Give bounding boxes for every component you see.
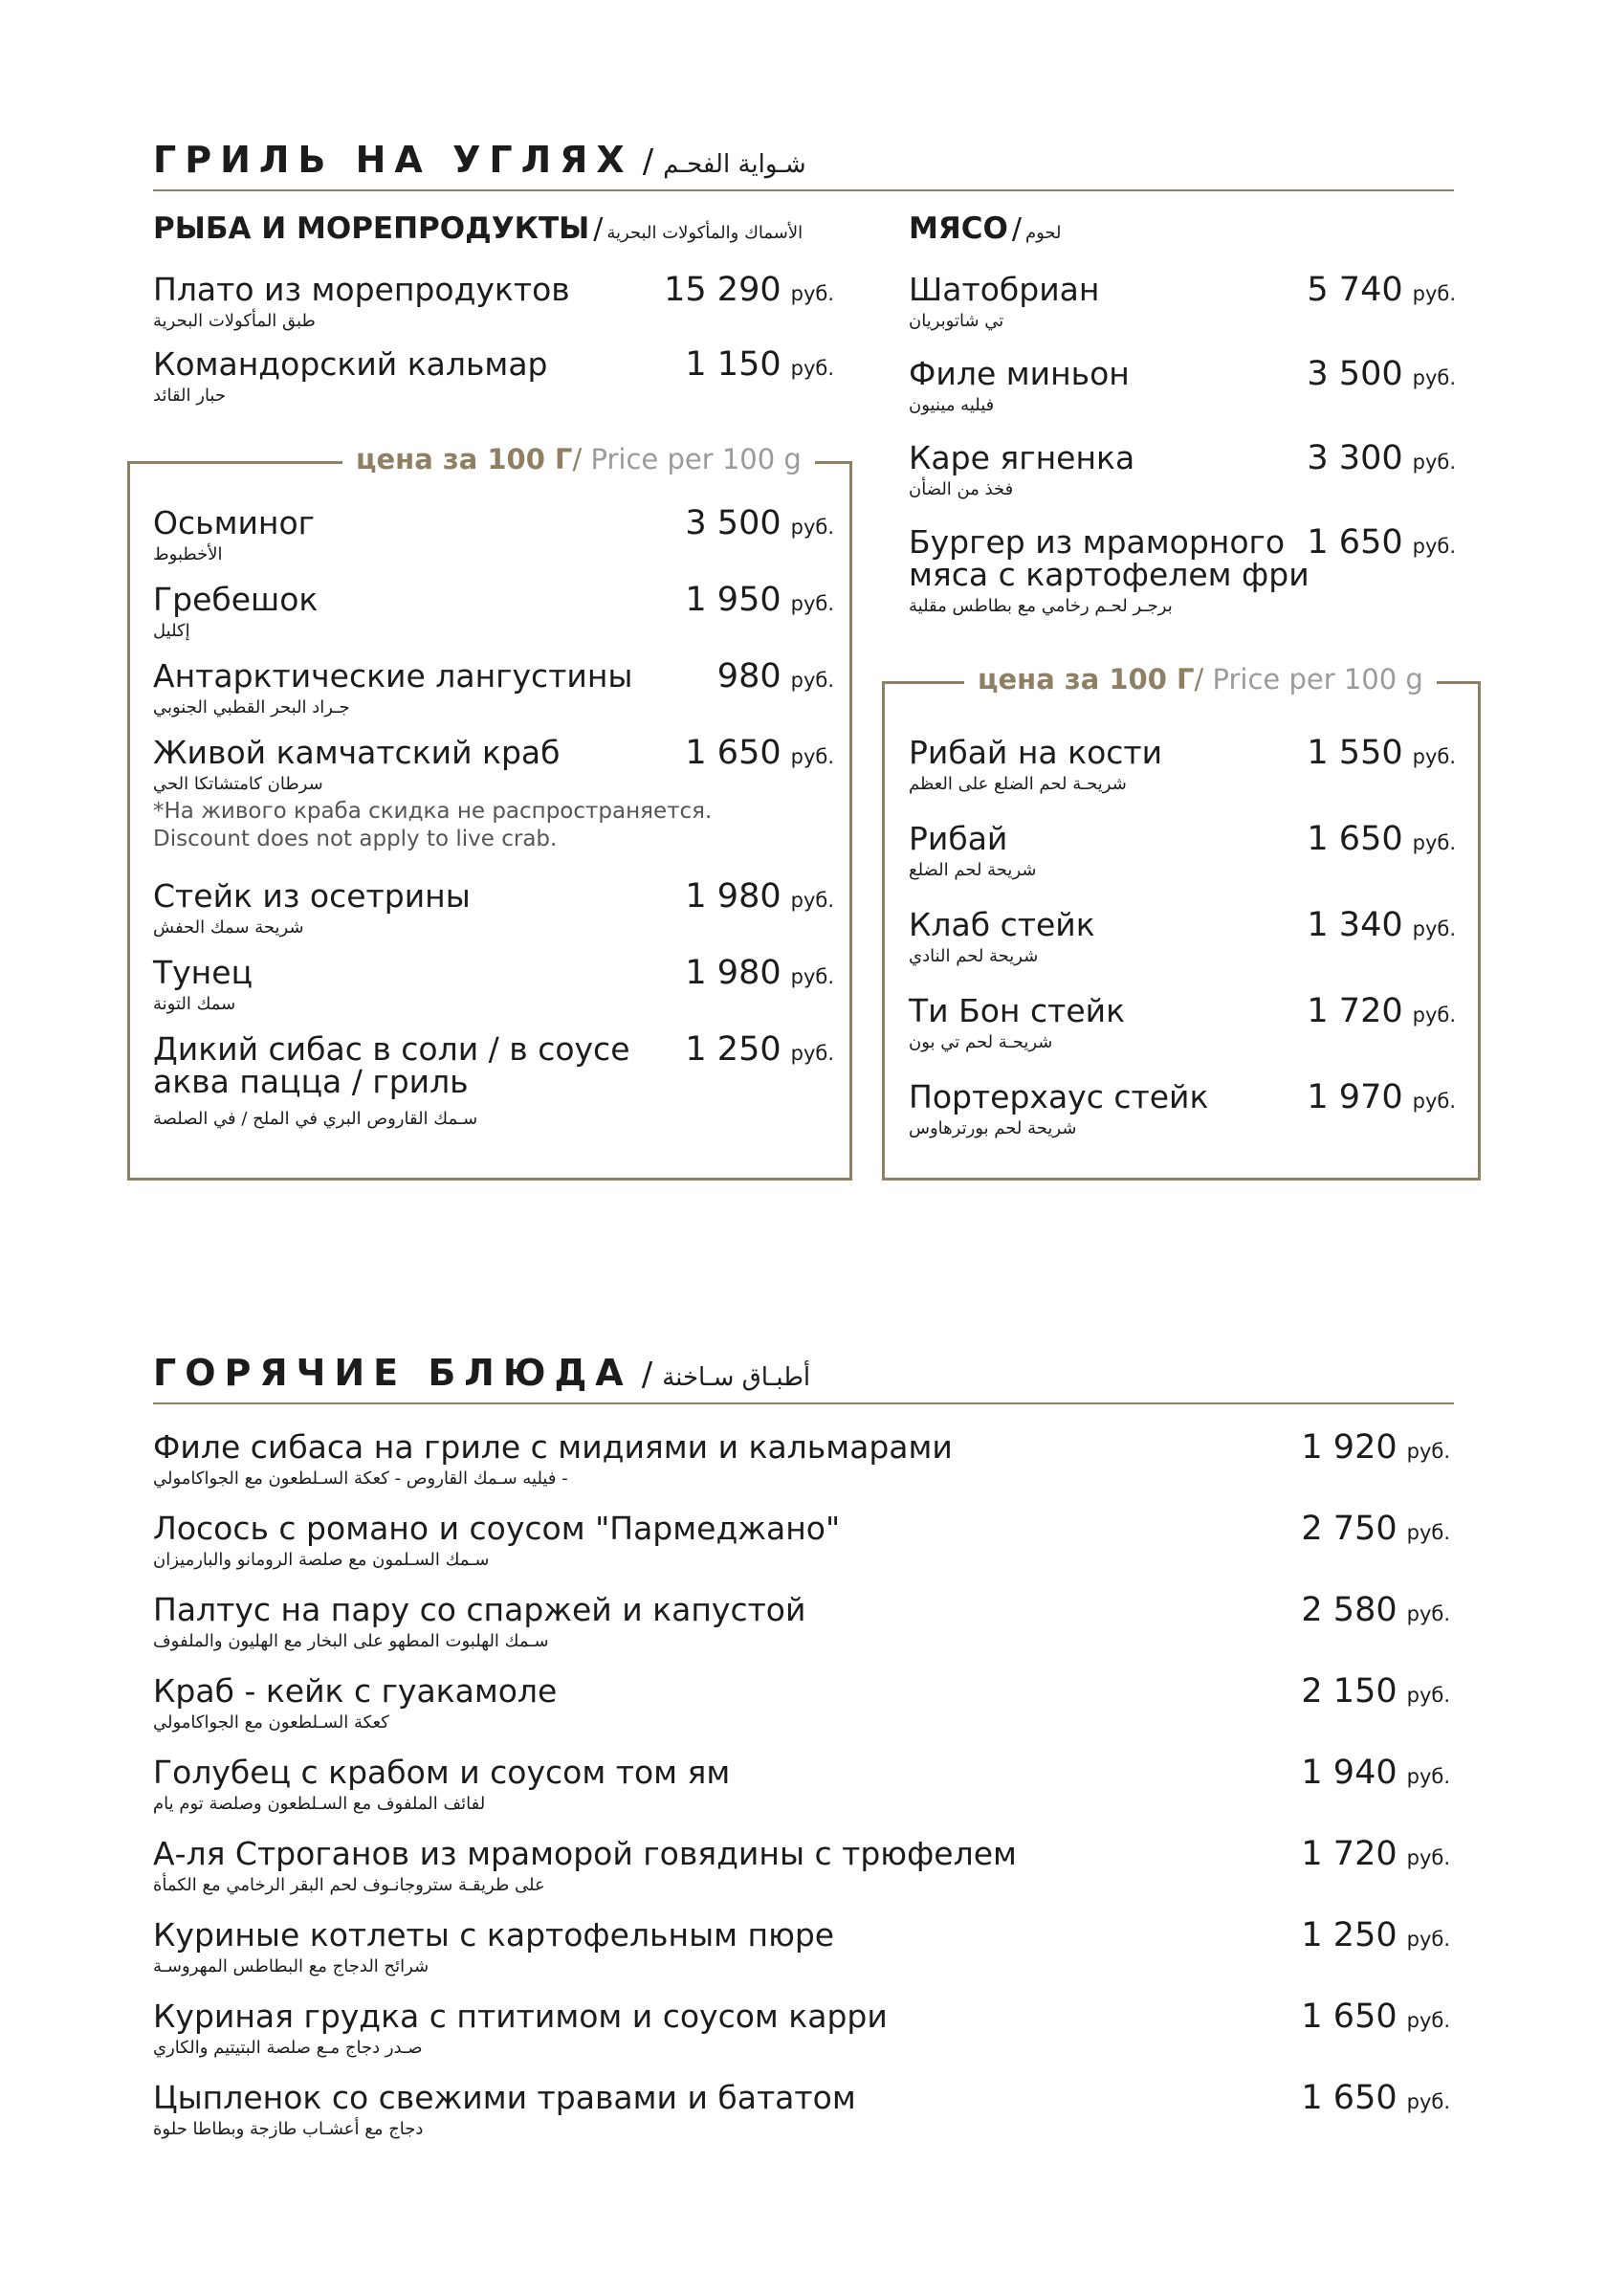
item-name: Плато из морепродуктов bbox=[153, 271, 570, 308]
item-price bbox=[716, 657, 834, 698]
price-value: 2 580 bbox=[1301, 1591, 1398, 1629]
item-arabic: سـمك الهلبوت المطهو على البخار مع الهليون والملفوف bbox=[153, 1631, 549, 1651]
price-currency: руб. bbox=[1412, 535, 1456, 558]
hot-title-slash: / bbox=[641, 1356, 653, 1394]
fish-title-ru: РЫБА И МОРЕПРОДУКТЫ bbox=[153, 211, 590, 246]
item-arabic: شريحة سمك الحفش bbox=[153, 917, 304, 938]
price-value: 3 500 bbox=[1307, 355, 1403, 393]
fish-title-ar: الأسماك والمأكولات البحرية bbox=[606, 223, 804, 243]
price-value: 980 bbox=[716, 657, 781, 695]
price-value: 1 650 bbox=[685, 734, 781, 772]
item-price bbox=[1301, 1428, 1450, 1469]
item-name-line2: аква пацца / гриль bbox=[153, 1063, 469, 1100]
item-name: А-ля Строганов из мраморой говядины с трюфелем bbox=[153, 1835, 1017, 1872]
menu-item bbox=[153, 2079, 856, 2139]
price-currency: руб. bbox=[1412, 366, 1456, 389]
item-arabic: الأخطبوط bbox=[153, 544, 223, 564]
price-currency: руб. bbox=[790, 592, 834, 615]
hot-section-title bbox=[153, 1352, 811, 1394]
item-name: Шатобриан bbox=[909, 271, 1100, 308]
item-arabic: برجـر لحـم رخامي مع بطاطس مقلية bbox=[909, 596, 1173, 616]
item-name: Ти Бон стейк bbox=[909, 992, 1126, 1029]
price-currency: руб. bbox=[1406, 1765, 1450, 1788]
price-currency: руб. bbox=[1412, 1090, 1456, 1113]
item-price bbox=[1307, 355, 1456, 396]
price-currency: руб. bbox=[1406, 1521, 1450, 1544]
menu-item bbox=[153, 2000, 888, 2058]
item-arabic: شريحـة لحم تي بون bbox=[909, 1032, 1053, 1052]
item-arabic: إكليل bbox=[153, 621, 190, 641]
price-currency: руб. bbox=[1406, 1846, 1450, 1869]
grill-title-ru: ГРИЛЬ НА УГЛЯХ bbox=[153, 139, 633, 181]
item-price bbox=[685, 345, 834, 386]
item-arabic: فيليه مينيون bbox=[909, 395, 995, 415]
item-arabic: شريحة لحم الضلع bbox=[909, 860, 1037, 880]
item-arabic: شريحة لحم بورترهاوس bbox=[909, 1118, 1077, 1138]
item-price bbox=[1301, 1672, 1450, 1713]
item-price bbox=[685, 877, 834, 918]
menu-item bbox=[153, 345, 548, 406]
item-name: Каре ягненка bbox=[909, 439, 1135, 476]
item-price bbox=[1301, 1916, 1450, 1957]
box-label-en: Price per 100 g bbox=[1212, 663, 1423, 695]
price-value: 5 740 bbox=[1307, 271, 1403, 309]
box-label-ru: цена за 100 Г bbox=[356, 443, 573, 475]
item-price bbox=[1301, 2000, 1450, 2039]
menu-item bbox=[909, 906, 1095, 966]
hot-title-ru: ГОРЯЧИЕ БЛЮДА bbox=[153, 1352, 632, 1394]
item-arabic: سرطان كامتشاتكا الحي bbox=[153, 774, 323, 794]
item-price bbox=[1307, 271, 1456, 312]
item-note: *На живого краба скидка не распространяется. bbox=[153, 799, 713, 824]
item-price bbox=[1307, 439, 1456, 480]
item-price bbox=[1307, 992, 1456, 1033]
price-value: 1 250 bbox=[685, 1030, 781, 1069]
menu-item bbox=[909, 992, 1126, 1052]
item-name: Тунец bbox=[153, 954, 253, 991]
item-name: Цыпленок со свежими травами и бататом bbox=[153, 2079, 856, 2116]
menu-item bbox=[909, 355, 1130, 415]
menu-item bbox=[153, 581, 319, 641]
item-arabic: شريحـة لحم الضلع على العظم bbox=[909, 774, 1127, 794]
price-currency: руб. bbox=[790, 889, 834, 912]
menu-item bbox=[909, 271, 1100, 331]
price-currency: руб. bbox=[1406, 2090, 1450, 2113]
item-name: Живой камчатский краб bbox=[153, 734, 561, 771]
price-currency: руб. bbox=[1412, 451, 1456, 474]
price-currency: руб. bbox=[1406, 2009, 1450, 2032]
price-value: 1 650 bbox=[1301, 1998, 1398, 2036]
fish-category-title bbox=[153, 211, 804, 246]
item-name: Клаб стейк bbox=[909, 906, 1095, 943]
menu-item bbox=[153, 271, 570, 331]
menu-item bbox=[909, 820, 1037, 880]
menu-item bbox=[153, 1835, 1017, 1895]
menu-item bbox=[909, 1078, 1209, 1138]
menu-item bbox=[153, 954, 253, 1014]
price-currency: руб. bbox=[1406, 1928, 1450, 1951]
price-currency: руб. bbox=[790, 669, 834, 692]
item-arabic: على طريقـة ستروجانـوف لحم البقر الرخامي مع الكمأة bbox=[153, 1875, 545, 1895]
item-arabic: فيليه سـمك القاروص - كعكة السـلطعون مع الجواكامولي - bbox=[153, 1468, 568, 1489]
item-arabic: تي شاتوبريان bbox=[909, 311, 1004, 331]
price-value: 1 550 bbox=[1307, 734, 1403, 772]
item-price bbox=[1307, 1078, 1456, 1119]
item-name-line2: мяса с картофелем фри bbox=[909, 556, 1310, 593]
item-price bbox=[1301, 2079, 1450, 2120]
hot-title-rule bbox=[153, 1402, 1454, 1404]
item-price bbox=[685, 504, 834, 545]
price-value: 1 340 bbox=[1307, 906, 1403, 944]
item-price bbox=[664, 271, 834, 312]
price-currency: руб. bbox=[1412, 282, 1456, 305]
menu-item bbox=[909, 734, 1163, 794]
item-arabic: سـمك القاروص البري في الملح / في الصلصة bbox=[153, 1109, 478, 1129]
item-price bbox=[1307, 906, 1456, 947]
item-name: Бургер из мраморного bbox=[909, 523, 1286, 561]
item-name: Палтус на пару со спаржей и капустой bbox=[153, 1591, 806, 1628]
grill-section-title bbox=[153, 139, 806, 181]
item-note-en: Discount does not apply to live crab. bbox=[153, 827, 558, 851]
menu-item bbox=[153, 1428, 953, 1489]
fish-box-label bbox=[342, 443, 815, 475]
price-currency: руб. bbox=[790, 516, 834, 539]
price-value: 2 750 bbox=[1301, 1510, 1398, 1548]
menu-item bbox=[153, 1672, 558, 1733]
menu-item bbox=[909, 523, 1310, 616]
box-label-slash: / bbox=[1194, 663, 1204, 695]
menu-item bbox=[153, 734, 713, 853]
item-name: Филе миньон bbox=[909, 355, 1130, 392]
item-price bbox=[685, 734, 834, 775]
item-name: Голубец с крабом и соусом том ям bbox=[153, 1754, 731, 1791]
item-price bbox=[1307, 734, 1456, 775]
item-name: Осьминог bbox=[153, 504, 316, 541]
price-value: 1 920 bbox=[1301, 1428, 1398, 1467]
price-currency: руб. bbox=[790, 965, 834, 988]
box-label-ru: цена за 100 Г bbox=[978, 663, 1195, 695]
meat-category-title bbox=[909, 211, 1062, 246]
item-price bbox=[685, 954, 834, 995]
price-value: 1 650 bbox=[1307, 523, 1403, 562]
grill-title-ar: شـواية الفحـم bbox=[663, 150, 806, 179]
price-currency: руб. bbox=[1412, 917, 1456, 940]
item-name: Дикий сибас в соли / в соусе bbox=[153, 1030, 630, 1068]
menu-item bbox=[153, 1030, 630, 1129]
menu-item bbox=[153, 657, 633, 718]
box-label-en: Price per 100 g bbox=[590, 443, 802, 475]
item-price bbox=[685, 1030, 834, 1071]
menu-item bbox=[153, 1916, 835, 1976]
item-name: Лосось с романо и соусом "Пармеджано" bbox=[153, 1510, 841, 1547]
price-currency: руб. bbox=[790, 1042, 834, 1065]
item-name: Командорский кальмар bbox=[153, 345, 548, 383]
item-price bbox=[1301, 1591, 1450, 1632]
price-value: 1 150 bbox=[685, 345, 781, 384]
item-name: Краб - кейк с гуакамоле bbox=[153, 1672, 558, 1710]
price-value: 1 650 bbox=[1307, 820, 1403, 858]
price-value: 1 980 bbox=[685, 877, 781, 916]
item-price bbox=[1301, 1756, 1450, 1795]
item-name: Филе сибаса на гриле с мидиями и кальмарами bbox=[153, 1428, 953, 1466]
price-value: 3 500 bbox=[685, 504, 781, 542]
grill-title-rule bbox=[153, 189, 1454, 191]
price-value: 15 290 bbox=[664, 271, 781, 309]
item-name: Портерхаус стейк bbox=[909, 1078, 1209, 1115]
price-value: 2 150 bbox=[1301, 1672, 1398, 1711]
hot-title-ar: أطبـاق سـاخنة bbox=[662, 1363, 811, 1392]
item-name: Гребешок bbox=[153, 581, 319, 618]
item-arabic: صـدر دجاج مـع صلصة البتيتيم والكاري bbox=[153, 2038, 423, 2058]
menu-item bbox=[153, 504, 316, 564]
price-currency: руб. bbox=[790, 745, 834, 768]
price-currency: руб. bbox=[1406, 1602, 1450, 1625]
item-arabic: طبق المأكولات البحرية bbox=[153, 311, 316, 331]
price-currency: руб. bbox=[790, 282, 834, 305]
item-name: Куриная грудка с птитимом и соусом карри bbox=[153, 1998, 888, 2035]
menu-item bbox=[153, 1591, 806, 1651]
price-value: 1 720 bbox=[1307, 992, 1403, 1030]
item-name: Антарктические лангустины bbox=[153, 657, 633, 695]
price-currency: руб. bbox=[1412, 1004, 1456, 1027]
item-name: Куриные котлеты с картофельным пюре bbox=[153, 1916, 835, 1954]
price-currency: руб. bbox=[1406, 1440, 1450, 1463]
item-name: Рибай bbox=[909, 820, 1008, 857]
meat-title-slash: / bbox=[1011, 212, 1022, 246]
item-arabic: فخذ من الضأن bbox=[909, 479, 1014, 499]
price-currency: руб. bbox=[790, 357, 834, 380]
item-arabic: جـراد البحر القطبي الجنوبي bbox=[153, 697, 350, 718]
item-arabic: سـمك السـلمون مع صلصة الرومانو والبارميزان bbox=[153, 1550, 490, 1570]
box-label-slash: / bbox=[572, 443, 583, 475]
item-arabic: سمك التونة bbox=[153, 994, 236, 1014]
item-price bbox=[1301, 1835, 1450, 1876]
price-value: 1 250 bbox=[1301, 1916, 1398, 1954]
menu-item bbox=[153, 877, 471, 938]
menu-item bbox=[153, 1512, 840, 1570]
price-value: 1 650 bbox=[1301, 2079, 1398, 2117]
item-arabic: كعكة السـلطعون مع الجواكامولي bbox=[153, 1712, 389, 1733]
fish-title-slash: / bbox=[593, 212, 604, 246]
grill-title-slash: / bbox=[642, 143, 654, 181]
meat-box-label bbox=[964, 663, 1437, 695]
price-value: 3 300 bbox=[1307, 439, 1403, 477]
item-arabic: دجاج مع أعشـاب طازجة وبطاطا حلوة bbox=[153, 2119, 424, 2139]
item-arabic: حبار القائد bbox=[153, 386, 226, 406]
menu-item bbox=[153, 1756, 730, 1814]
item-arabic: شرائح الدجاج مع البطاطس المهروسـة bbox=[153, 1956, 429, 1976]
meat-title-ru: МЯСО bbox=[909, 211, 1008, 246]
price-value: 1 980 bbox=[685, 954, 781, 992]
meat-title-ar: لحوم bbox=[1024, 223, 1062, 243]
price-currency: руб. bbox=[1406, 1684, 1450, 1707]
price-currency: руб. bbox=[1412, 745, 1456, 768]
item-name: Рибай на кости bbox=[909, 734, 1163, 771]
item-arabic: لفائف الملفوف مع السـلطعون وصلصة توم يام bbox=[153, 1794, 486, 1814]
item-price bbox=[1301, 1512, 1450, 1551]
price-value: 1 970 bbox=[1307, 1078, 1403, 1116]
item-price bbox=[1307, 820, 1456, 861]
item-arabic: شريحة لحم النادي bbox=[909, 946, 1039, 966]
item-price bbox=[685, 581, 834, 622]
menu-item bbox=[909, 439, 1135, 499]
price-value: 1 720 bbox=[1301, 1835, 1398, 1873]
item-name: Стейк из осетрины bbox=[153, 877, 471, 915]
item-price bbox=[1307, 523, 1456, 564]
price-value: 1 950 bbox=[685, 581, 781, 619]
price-value: 1 940 bbox=[1301, 1754, 1398, 1792]
price-currency: руб. bbox=[1412, 831, 1456, 854]
